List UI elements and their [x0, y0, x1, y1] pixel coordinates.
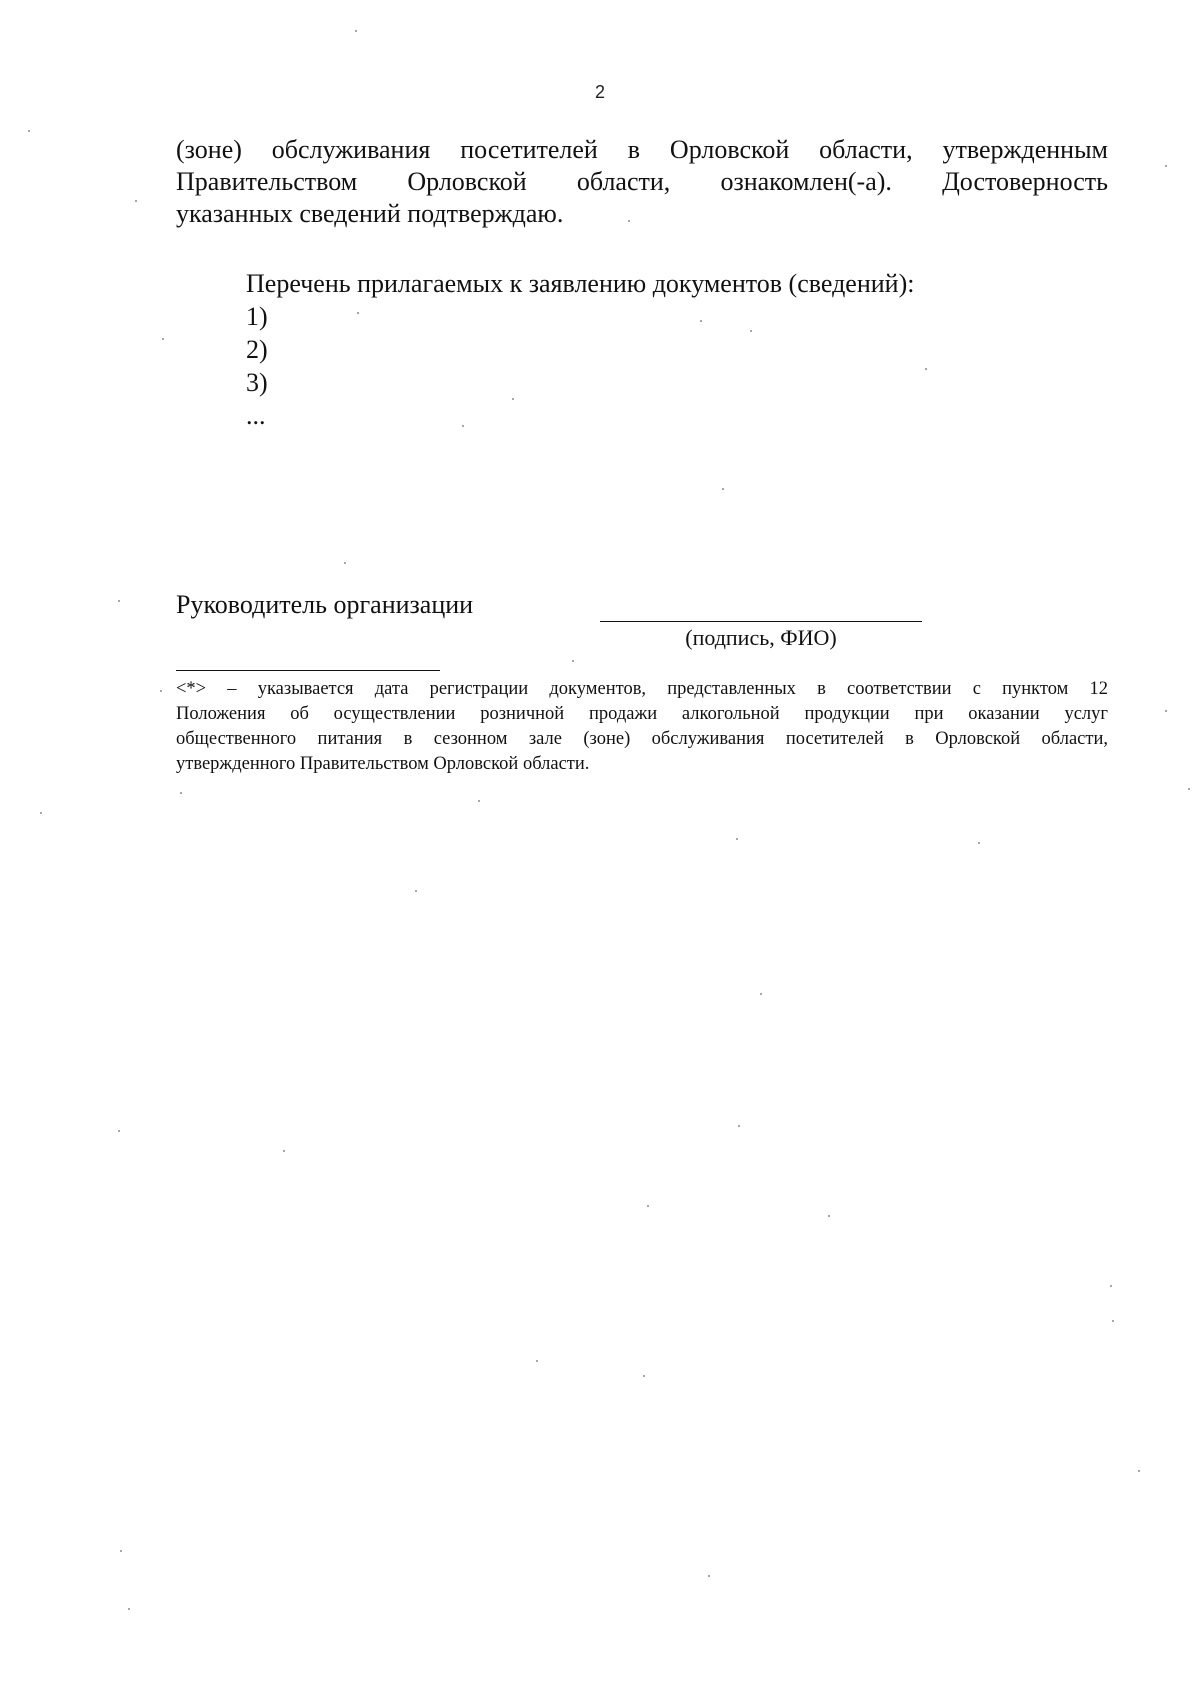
scan-speck: [162, 338, 164, 340]
scan-speck: [708, 1575, 710, 1577]
scan-speck: [1165, 710, 1167, 712]
footnote-line: Положения об осуществлении розничной продажи алкогольной продукции при оказании услуг: [176, 704, 1108, 724]
intro-paragraph: [176, 134, 1108, 230]
footnote-line: <*> – указывается дата регистрации документов, представленных в соответствии с пунктом 12: [176, 679, 1108, 699]
scan-speck: [355, 30, 357, 32]
scan-speck: [1112, 1320, 1114, 1322]
scan-speck: [750, 330, 752, 332]
scan-speck: [118, 600, 120, 602]
list-item: 3): [246, 368, 268, 397]
scan-speck: [700, 320, 702, 322]
scan-speck: [978, 842, 980, 844]
list-item: 1): [246, 302, 268, 331]
scan-speck: [120, 1550, 122, 1552]
scan-speck: [344, 562, 346, 564]
scan-speck: [462, 425, 464, 427]
intro-line: Правительством Орловской области, ознакомлен(-а). Достоверность: [176, 167, 1108, 196]
scan-speck: [415, 890, 417, 892]
scan-speck: [118, 1130, 120, 1132]
list-item: ...: [246, 401, 266, 430]
scan-speck: [1110, 1285, 1112, 1287]
scan-speck: [828, 1215, 830, 1217]
page-number: 2: [594, 82, 605, 102]
scan-speck: [28, 130, 30, 132]
scan-speck: [572, 660, 574, 662]
scan-speck: [760, 993, 762, 995]
scan-speck: [1188, 788, 1190, 790]
footnote-divider: [176, 670, 440, 671]
scan-speck: [160, 690, 162, 692]
scan-speck: [180, 792, 182, 794]
intro-line: (зоне) обслуживания посетителей в Орловской области, утвержденным: [176, 135, 1108, 164]
scan-speck: [736, 838, 738, 840]
scan-speck: [40, 812, 42, 814]
scan-speck: [283, 1150, 285, 1152]
signature-line: [600, 621, 922, 622]
scan-speck: [1138, 1470, 1140, 1472]
scan-speck: [647, 1205, 649, 1207]
scan-speck: [478, 800, 480, 802]
scan-speck: [722, 488, 724, 490]
scan-speck: [128, 1608, 130, 1610]
footnote-line: утвержденного Правительством Орловской области.: [176, 754, 590, 774]
footnote-line: общественного питания в сезонном зале (зоне) обслуживания посетителей в Орловской области,: [176, 729, 1108, 749]
list-item: 2): [246, 335, 268, 364]
scan-speck: [1165, 165, 1167, 167]
intro-line: указанных сведений подтверждаю.: [176, 199, 564, 228]
scan-speck: [512, 398, 514, 400]
scan-speck: [628, 220, 630, 222]
documents-list-heading: Перечень прилагаемых к заявлению документов (сведений):: [246, 269, 915, 298]
scan-speck: [357, 312, 359, 314]
scan-speck: [925, 368, 927, 370]
footnote: [176, 677, 1108, 777]
signer-role: Руководитель организации: [176, 590, 474, 619]
scan-speck: [135, 200, 137, 202]
scan-speck: [643, 1375, 645, 1377]
scan-speck: [536, 1360, 538, 1362]
signature-caption: (подпись, ФИО): [685, 625, 837, 650]
documents-list: [246, 300, 268, 432]
scan-speck: [738, 1125, 740, 1127]
